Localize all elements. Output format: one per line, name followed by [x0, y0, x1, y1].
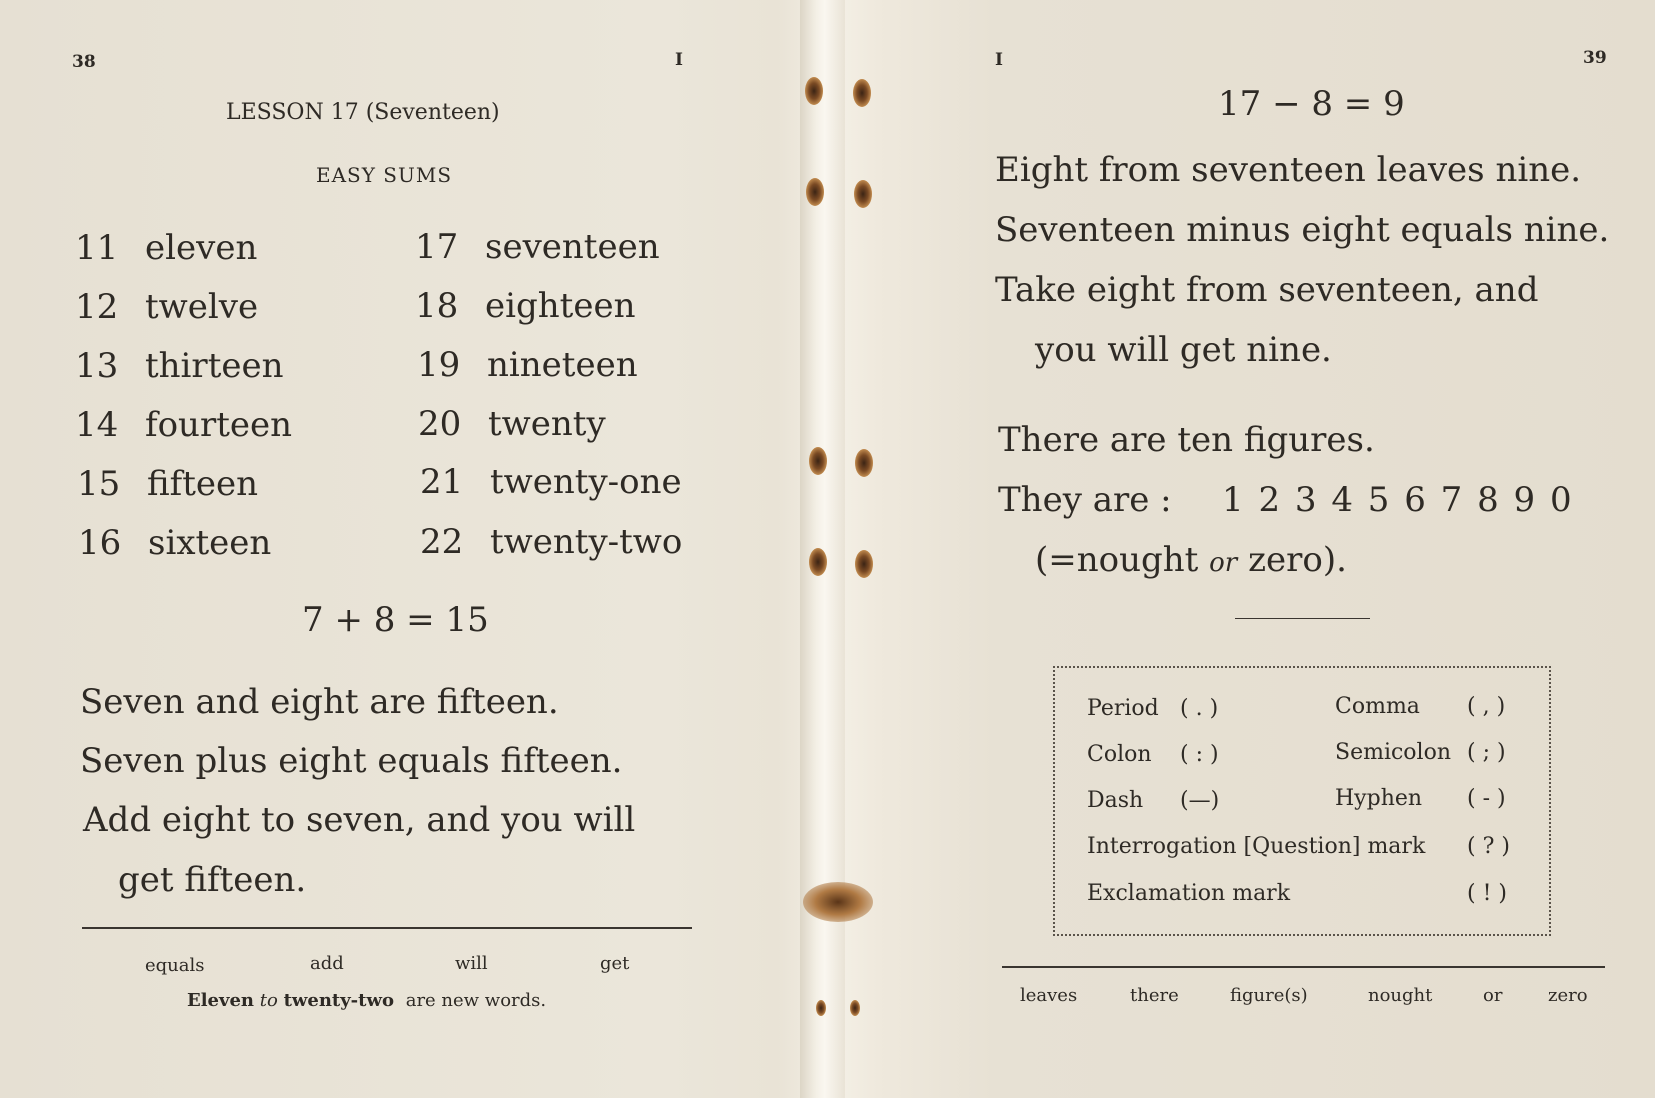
vocab-word: or	[1483, 985, 1503, 1006]
number-word: eighteen	[485, 286, 636, 326]
vocab-word: figure(s)	[1230, 985, 1308, 1006]
number-word: fifteen	[147, 464, 259, 504]
punct-symbol: ( ! )	[1467, 881, 1507, 906]
punct-name: Comma	[1335, 694, 1420, 719]
new-words-note	[187, 990, 546, 1011]
number-word: twelve	[145, 287, 259, 327]
vocab-word: zero	[1548, 985, 1588, 1006]
staple-hole	[806, 178, 824, 206]
number-row	[415, 227, 660, 267]
number-word: fourteen	[145, 405, 293, 445]
number-word: seventeen	[485, 227, 660, 267]
number-digit: 12	[75, 287, 119, 327]
number-row	[418, 404, 606, 444]
vocab-word: will	[455, 953, 488, 974]
staple-hole	[809, 447, 827, 475]
figures-digits: 1 2 3 4 5 6 7 8 9 0	[1222, 480, 1574, 520]
number-row	[415, 286, 635, 326]
punct-name: Semicolon	[1335, 740, 1452, 765]
left-page	[0, 0, 800, 1098]
number-digit: 17	[415, 227, 459, 267]
number-digit: 14	[75, 405, 119, 445]
number-row	[75, 228, 257, 268]
note-part: are new words.	[405, 990, 547, 1011]
vocab-word: nought	[1368, 985, 1433, 1006]
number-digit: 18	[415, 286, 459, 326]
staple-hole	[809, 548, 827, 576]
divider-line	[82, 927, 692, 929]
punct-symbol: ( - )	[1467, 786, 1506, 811]
punct-name: Hyphen	[1335, 786, 1423, 811]
divider-line	[1002, 966, 1605, 968]
figures-label: They are :	[998, 480, 1172, 520]
number-row	[75, 346, 284, 386]
sentence-line: Eight from seventeen leaves nine.	[995, 150, 1582, 190]
number-digit: 13	[75, 346, 119, 386]
sentence-line: Seventeen minus eight equals nine.	[995, 210, 1610, 250]
note-part: to	[259, 990, 278, 1011]
punct-symbol: ( . )	[1180, 696, 1219, 721]
nought-text: (=nought	[1035, 540, 1199, 580]
number-word: eleven	[145, 228, 258, 268]
sentence-line: Seven plus eight equals fifteen.	[80, 741, 623, 781]
punct-name: Interrogation [Question] mark	[1087, 834, 1426, 859]
number-digit: 22	[420, 522, 464, 562]
sentence-line: get fifteen.	[118, 860, 307, 900]
subtraction-equation: 17 − 8 = 9	[1218, 84, 1405, 124]
number-row	[417, 345, 638, 385]
vocab-word: equals	[145, 955, 205, 976]
number-digit: 16	[78, 523, 122, 563]
vocab-word: add	[310, 953, 344, 974]
lesson-title: LESSON 17 (Seventeen)	[226, 100, 500, 125]
number-row	[75, 287, 258, 327]
number-row	[420, 522, 682, 562]
page-marker-left: I	[675, 50, 683, 70]
punct-symbol: ( , )	[1467, 694, 1506, 719]
number-digit: 11	[75, 228, 119, 268]
punct-name: Exclamation mark	[1087, 881, 1291, 906]
vocab-word: leaves	[1020, 985, 1078, 1006]
number-row	[77, 464, 258, 504]
lesson-subtitle: EASY SUMS	[316, 163, 453, 187]
number-row	[75, 405, 292, 445]
number-word: thirteen	[145, 346, 284, 386]
number-word: twenty-two	[490, 522, 683, 562]
note-part: Eleven	[187, 990, 255, 1011]
figures-intro: There are ten figures.	[998, 420, 1375, 460]
nought-note	[1035, 540, 1347, 580]
page-number-left: 38	[72, 52, 96, 72]
short-divider	[1235, 618, 1370, 619]
number-word: nineteen	[487, 345, 638, 385]
number-digit: 19	[417, 345, 461, 385]
sentence-line: you will get nine.	[1035, 330, 1332, 370]
punct-name: Period	[1087, 696, 1159, 721]
staple-hole	[816, 1000, 826, 1016]
note-part: twenty-two	[283, 990, 394, 1011]
sentence-line: Take eight from seventeen, and	[995, 270, 1539, 310]
sentence-line: Add eight to seven, and you will	[83, 800, 636, 840]
addition-equation: 7 + 8 = 15	[302, 600, 489, 640]
number-digit: 15	[77, 464, 121, 504]
number-row	[78, 523, 271, 563]
punct-symbol: ( ? )	[1467, 834, 1510, 859]
vocab-word: get	[600, 953, 630, 974]
number-word: sixteen	[148, 523, 272, 563]
number-digit: 21	[420, 462, 464, 502]
punct-name: Dash	[1087, 788, 1144, 813]
nought-text: zero).	[1248, 540, 1347, 580]
nought-or: or	[1209, 548, 1238, 578]
sentence-line: Seven and eight are fifteen.	[80, 682, 559, 722]
staple-hole	[805, 77, 823, 105]
vocab-word: there	[1130, 985, 1179, 1006]
punct-name: Colon	[1087, 742, 1152, 767]
number-word: twenty-one	[490, 462, 682, 502]
number-word: twenty	[488, 404, 606, 444]
page-marker-right: I	[995, 50, 1003, 70]
punct-symbol: ( : )	[1180, 742, 1219, 767]
number-digit: 20	[418, 404, 462, 444]
page-number-right: 39	[1583, 48, 1607, 68]
punct-symbol: (—)	[1180, 788, 1220, 813]
punct-symbol: ( ; )	[1467, 740, 1506, 765]
number-row	[420, 462, 682, 502]
